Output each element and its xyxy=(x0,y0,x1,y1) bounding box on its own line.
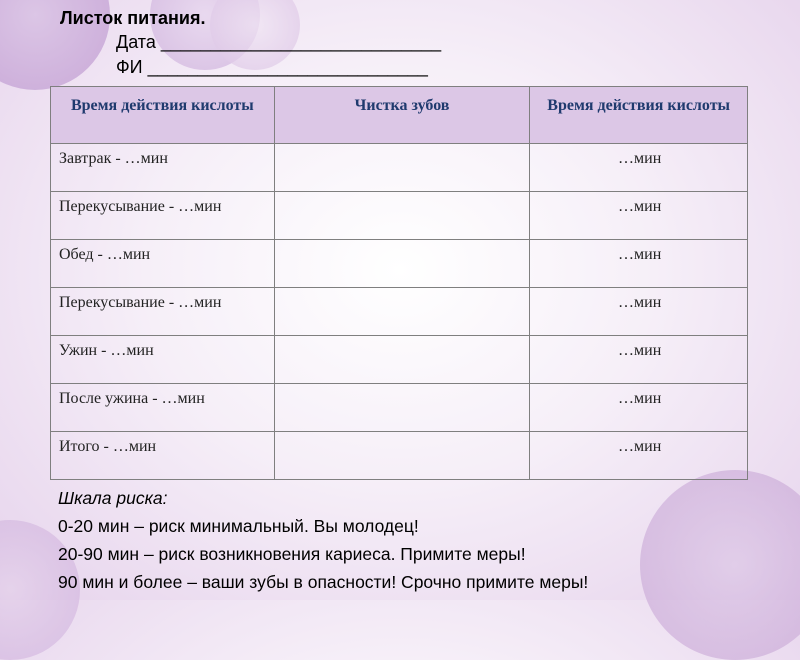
table-row xyxy=(51,384,748,432)
meal-cell: После ужина - …мин xyxy=(51,384,275,432)
meal-cell: Перекусывание - …мин xyxy=(51,288,275,336)
column-header-acid-time: Время действия кислоты xyxy=(51,87,275,144)
meal-cell: Итого - …мин xyxy=(51,432,275,480)
result-cell: …мин xyxy=(530,432,748,480)
table-row xyxy=(51,240,748,288)
risk-scale xyxy=(58,484,588,596)
nutrition-table xyxy=(50,86,748,480)
brushing-cell xyxy=(274,144,530,192)
column-header-brushing: Чистка зубов xyxy=(274,87,530,144)
table-row xyxy=(51,288,748,336)
meal-cell: Ужин - …мин xyxy=(51,336,275,384)
brushing-cell xyxy=(274,288,530,336)
risk-scale-line-low: 0-20 мин – риск минимальный. Вы молодец! xyxy=(58,516,419,536)
table-row xyxy=(51,432,748,480)
table-row xyxy=(51,144,748,192)
result-cell: …мин xyxy=(530,240,748,288)
page-title: Листок питания. xyxy=(60,8,206,28)
risk-scale-title: Шкала риска: xyxy=(58,488,168,508)
meal-cell: Перекусывание - …мин xyxy=(51,192,275,240)
date-line: Дата ____________________________ xyxy=(116,32,442,52)
name-line: ФИ ____________________________ xyxy=(116,57,428,77)
column-header-acid-time-result: Время действия кислоты xyxy=(530,87,748,144)
brushing-cell xyxy=(274,336,530,384)
result-cell: …мин xyxy=(530,288,748,336)
decor-circle xyxy=(640,470,800,660)
result-cell: …мин xyxy=(530,336,748,384)
meal-cell: Обед - …мин xyxy=(51,240,275,288)
meal-cell: Завтрак - …мин xyxy=(51,144,275,192)
result-cell: …мин xyxy=(530,384,748,432)
table-header-row xyxy=(51,87,748,144)
brushing-cell xyxy=(274,192,530,240)
result-cell: …мин xyxy=(530,144,748,192)
table-row xyxy=(51,192,748,240)
risk-scale-line-medium: 20-90 мин – риск возникновения кариеса. Примите меры! xyxy=(58,544,526,564)
brushing-cell xyxy=(274,432,530,480)
table-row xyxy=(51,336,748,384)
result-cell: …мин xyxy=(530,192,748,240)
brushing-cell xyxy=(274,240,530,288)
brushing-cell xyxy=(274,384,530,432)
risk-scale-line-high: 90 мин и более – ваши зубы в опасности! Срочно примите меры! xyxy=(58,572,589,592)
sheet-header xyxy=(60,6,441,80)
